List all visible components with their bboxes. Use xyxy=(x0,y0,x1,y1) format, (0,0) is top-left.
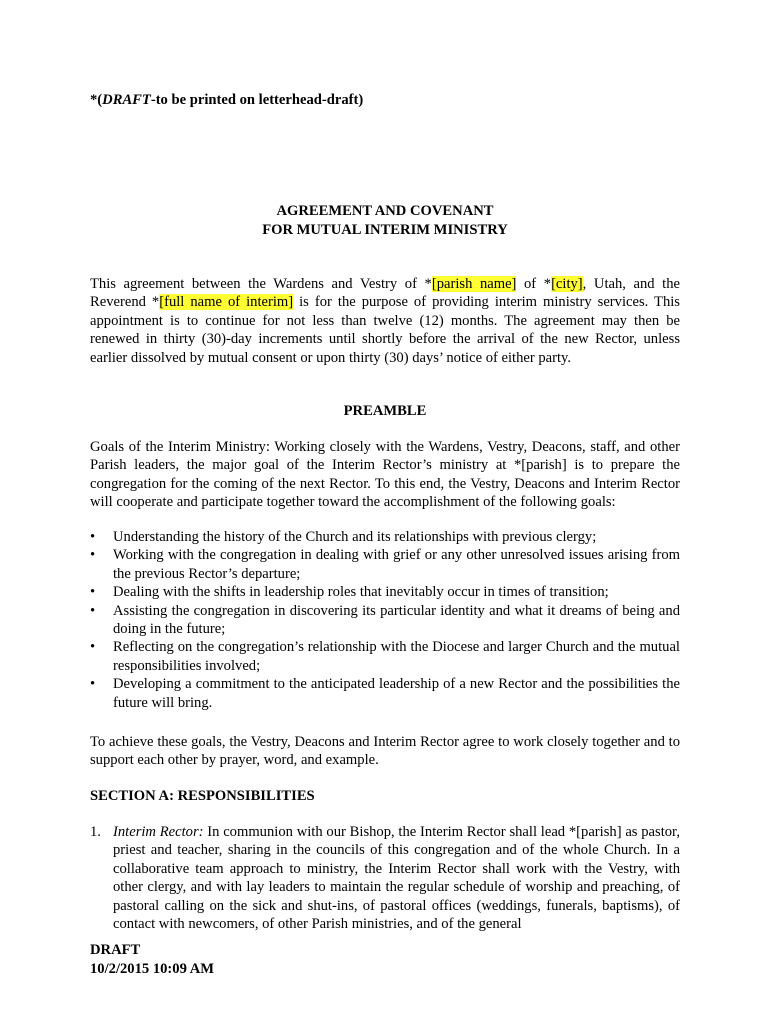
section-a-heading: SECTION A: RESPONSIBILITIES xyxy=(90,788,315,804)
item-label: Interim Rector: xyxy=(113,824,204,840)
item-body xyxy=(113,823,680,933)
goals-list xyxy=(90,528,680,712)
interim-name-placeholder: [full name of interim] xyxy=(159,294,294,311)
draft-note-prefix: *( xyxy=(90,92,103,108)
goals-paragraph: Goals of the Interim Ministry: Working closely with the Wardens, Vestry, Deacons, staff, and other Parish leaders, the major goal of the Interim Rector’s ministry at *[parish] is to prepare the congregation for the coming of the next Rector. To this end, the Vestry, Deacons and Interim Rector will cooperate and participate together toward the accomplishment of the following goals: xyxy=(90,439,680,511)
goal-text: Working with the congregation in dealing with grief or any other unresolved issues arising from the previous Rector’s departure; xyxy=(113,547,680,582)
closing-paragraph: To achieve these goals, the Vestry, Deacons and Interim Rector agree to work closely together and to support each other by prayer, word, and example. xyxy=(90,734,680,769)
intro-text-4: is for the purpose of providing interim ministry services. This appointment is to continue for not less than twelve (12) months. The agreement may then be renewed in thirty (30)-day increments until shortly before the arrival of the new Rector, unless earlier dissolved by mutual consent or upon thirty (30) days’ notice of either party. xyxy=(90,294,680,366)
intro-paragraph xyxy=(90,275,680,367)
preamble-heading: PREAMBLE xyxy=(343,403,427,419)
footer-status: DRAFT xyxy=(90,942,141,958)
draft-note-italic: DRAFT xyxy=(102,92,151,108)
intro-text-1: This agreement between the Wardens and Vestry of * xyxy=(90,276,432,292)
bullet-icon: • xyxy=(90,639,96,656)
page-footer xyxy=(90,941,214,979)
title-line-1: AGREEMENT AND COVENANT xyxy=(276,203,494,219)
goal-text: Developing a commitment to the anticipated leadership of a new Rector and the possibilities the future will bring. xyxy=(113,676,680,711)
bullet-icon: • xyxy=(90,584,96,601)
bullet-icon: • xyxy=(90,547,96,564)
city-placeholder: [city] xyxy=(551,276,583,292)
list-item xyxy=(90,528,680,546)
goal-text: Assisting the congregation in discovering its particular identity and what it dreams of being and doing in the future; xyxy=(113,602,680,638)
draft-note-suffix: -to be printed on letterhead-draft) xyxy=(150,92,364,108)
bullet-icon: • xyxy=(90,676,96,693)
list-item xyxy=(90,583,680,601)
intro-text-3: , Utah, and the Reverend * xyxy=(90,276,680,311)
list-item xyxy=(90,675,680,712)
parish-name-placeholder: [parish name] xyxy=(431,276,517,292)
document-title xyxy=(0,202,770,240)
goal-text: Reflecting on the congregation’s relationship with the Diocese and larger Church and the mutual responsibilities involved; xyxy=(113,639,680,674)
list-item xyxy=(90,638,680,675)
title-line-2: FOR MUTUAL INTERIM MINISTRY xyxy=(262,222,508,238)
list-item xyxy=(90,602,680,639)
list-item xyxy=(90,546,680,583)
draft-note xyxy=(90,91,363,109)
footer-datetime: 10/2/2015 10:09 AM xyxy=(90,961,215,977)
goal-text: Understanding the history of the Church and its relationships with previous clergy; xyxy=(113,529,597,545)
intro-text-2: of * xyxy=(516,276,552,292)
numbered-item-1 xyxy=(90,823,680,933)
bullet-icon: • xyxy=(90,529,96,545)
item-number: 1. xyxy=(90,824,101,840)
item-text: In communion with our Bishop, the Interim Rector shall lead *[parish] as pastor, priest and teacher, sharing in the councils of this congregation and of the whole Church. In a collaborative team approach to ministry, the Interim Rector shall work with the Vestry, with other clergy, and with lay leaders to maintain the regular schedule of worship and preaching, of pastoral calling on the sick and shut-ins, of pastoral offices (weddings, funerals, baptisms), of contact with newcomers, of other Parish ministries, and of the general xyxy=(113,824,680,933)
bullet-icon: • xyxy=(90,602,96,619)
goal-text: Dealing with the shifts in leadership roles that inevitably occur in times of transition; xyxy=(113,584,609,601)
